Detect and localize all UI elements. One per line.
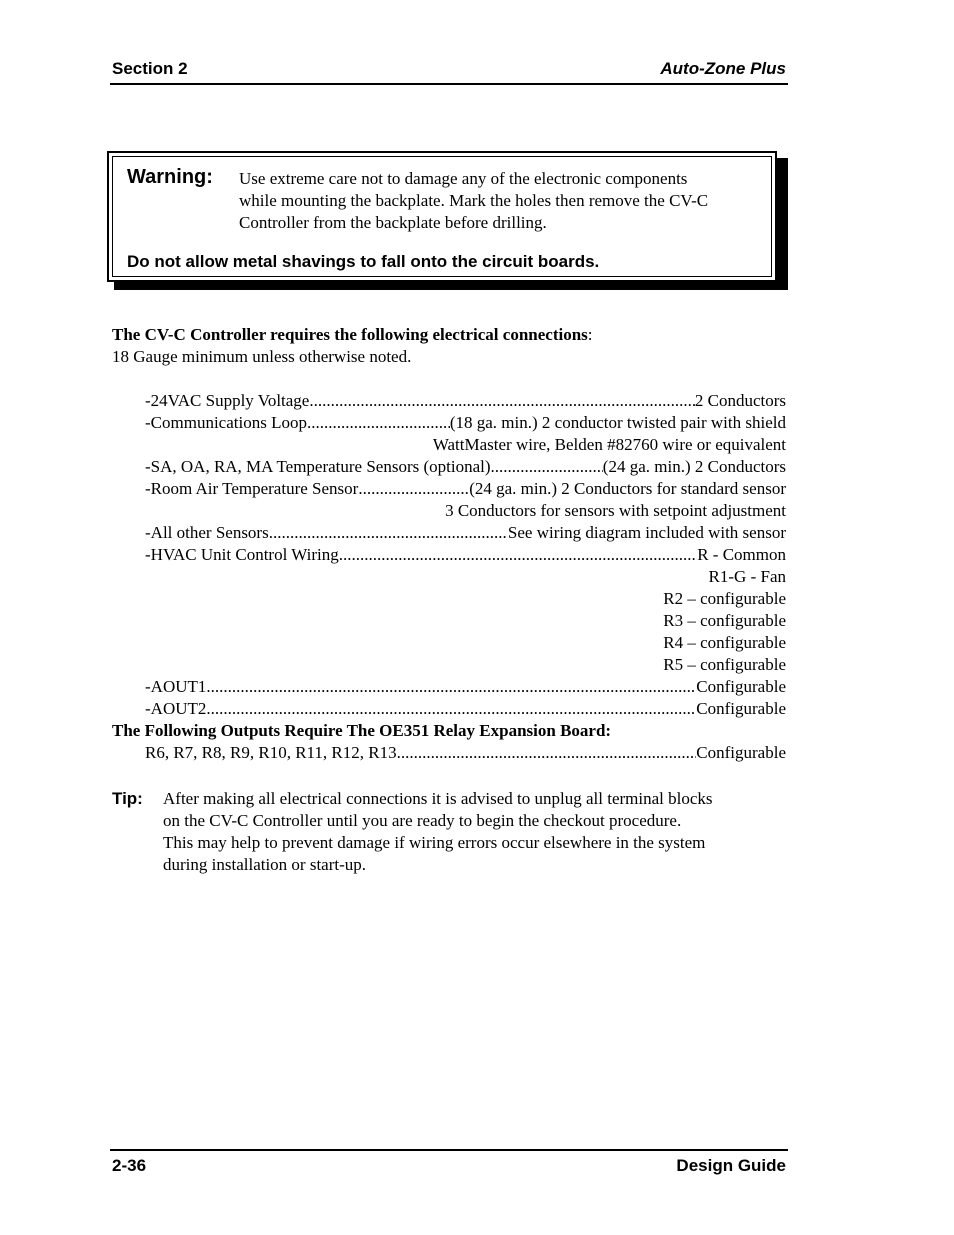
connection-value: Configurable bbox=[696, 677, 786, 696]
connection-label: -SA, OA, RA, MA Temperature Sensors (optional) bbox=[145, 457, 491, 476]
tip-line: After making all electrical connections it is advised to unplug all terminal blocks bbox=[163, 789, 713, 808]
warning-line: Use extreme care not to damage any of the electronic components bbox=[239, 169, 688, 188]
connection-value: Configurable bbox=[696, 699, 786, 718]
connection-value: 2 Conductors bbox=[694, 391, 786, 410]
tip-label: Tip: bbox=[112, 789, 143, 808]
product-name: Auto-Zone Plus bbox=[660, 59, 786, 78]
connections-intro bbox=[112, 324, 593, 368]
connection-label: -All other Sensors bbox=[145, 523, 269, 542]
connection-row bbox=[145, 676, 786, 698]
warning-box bbox=[107, 151, 777, 282]
tip-line: This may help to prevent damage if wiring errors occur elsewhere in the system bbox=[163, 833, 706, 852]
connection-row bbox=[145, 522, 786, 544]
leader-dots bbox=[206, 676, 696, 698]
connection-row bbox=[145, 478, 786, 500]
connections-list bbox=[112, 390, 786, 764]
leader-dots bbox=[307, 412, 450, 434]
expansion-label: R6, R7, R8, R9, R10, R11, R12, R13 bbox=[145, 743, 397, 762]
document-title: Design Guide bbox=[676, 1156, 786, 1175]
warning-text bbox=[239, 168, 769, 234]
connection-continuation: R1-G - Fan bbox=[708, 567, 786, 586]
section-label: Section 2 bbox=[112, 59, 188, 78]
footer-rule bbox=[110, 1149, 788, 1151]
connection-row bbox=[145, 412, 786, 434]
leader-dots bbox=[309, 390, 695, 412]
warning-line: Controller from the backplate before drilling. bbox=[239, 213, 547, 232]
connection-label: -AOUT2 bbox=[145, 699, 207, 718]
tip-line: on the CV-C Controller until you are ready to begin the checkout procedure. bbox=[163, 811, 682, 830]
connection-continuation: 3 Conductors for sensors with setpoint adjustment bbox=[445, 501, 786, 520]
heading-colon: : bbox=[587, 325, 593, 344]
expansion-value: Configurable bbox=[696, 743, 786, 762]
leader-dots bbox=[491, 456, 603, 478]
page-number: 2-36 bbox=[112, 1156, 147, 1175]
leader-dots bbox=[358, 478, 469, 500]
tip-text bbox=[163, 788, 783, 876]
connection-value: See wiring diagram included with sensor bbox=[507, 523, 786, 542]
warning-line: while mounting the backplate. Mark the holes then remove the CV-C bbox=[239, 191, 709, 210]
header-rule bbox=[110, 83, 788, 85]
warning-box-inner bbox=[112, 156, 772, 277]
connection-value: (24 ga. min.) 2 Conductors bbox=[602, 457, 786, 476]
expansion-row bbox=[145, 742, 786, 764]
leader-dots bbox=[269, 522, 508, 544]
connection-label: -24VAC Supply Voltage bbox=[145, 391, 310, 410]
connection-continuation: R2 – configurable bbox=[663, 589, 786, 608]
warning-emphasis: Do not allow metal shavings to fall onto the circuit boards. bbox=[127, 252, 600, 271]
connection-label: -Room Air Temperature Sensor bbox=[145, 479, 359, 498]
connection-row bbox=[145, 390, 786, 412]
tip-line: during installation or start-up. bbox=[163, 855, 367, 874]
connection-continuation: R4 – configurable bbox=[663, 633, 786, 652]
connection-row bbox=[145, 544, 786, 566]
connection-label: -AOUT1 bbox=[145, 677, 207, 696]
expansion-heading: The Following Outputs Require The OE351 Relay Expansion Board: bbox=[112, 721, 612, 740]
leader-dots bbox=[206, 698, 696, 720]
connection-continuation: R5 – configurable bbox=[663, 655, 786, 674]
leader-dots bbox=[397, 742, 697, 764]
warning-label: Warning: bbox=[127, 166, 213, 188]
leader-dots bbox=[339, 544, 697, 566]
connection-continuation: R3 – configurable bbox=[663, 611, 786, 630]
connections-heading: The CV-C Controller requires the following electrical connections bbox=[112, 325, 588, 344]
connection-continuation: WattMaster wire, Belden #82760 wire or equivalent bbox=[432, 435, 786, 454]
connection-value: R - Common bbox=[697, 545, 786, 564]
gauge-note: 18 Gauge minimum unless otherwise noted. bbox=[112, 347, 412, 366]
connection-label: -Communications Loop bbox=[145, 413, 307, 432]
connection-value: (24 ga. min.) 2 Conductors for standard sensor bbox=[469, 479, 786, 498]
connection-row bbox=[145, 456, 786, 478]
connection-label: -HVAC Unit Control Wiring bbox=[145, 545, 339, 564]
connection-row bbox=[145, 698, 786, 720]
connection-value: (18 ga. min.) 2 conductor twisted pair with shield bbox=[449, 413, 786, 432]
